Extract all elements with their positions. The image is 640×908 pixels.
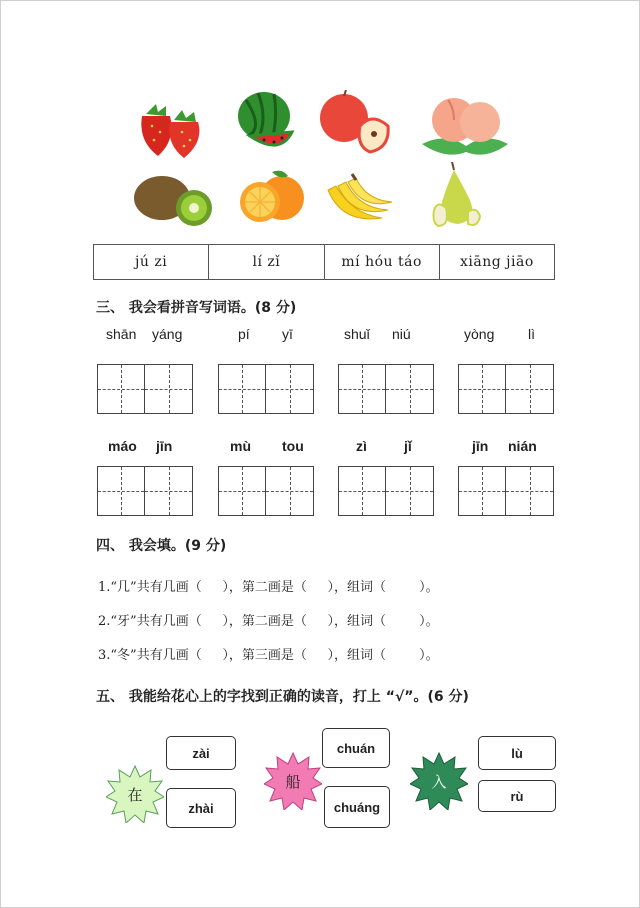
- pinyin-cell: lí zǐ: [209, 245, 324, 279]
- writing-grid[interactable]: [338, 466, 434, 516]
- pinyin-label: shān: [106, 326, 137, 342]
- pinyin-label: jīn: [156, 438, 173, 454]
- pinyin-label: yáng: [152, 326, 183, 342]
- writing-grid[interactable]: [458, 466, 554, 516]
- pinyin-cell: mí hóu táo: [325, 245, 440, 279]
- reading-option[interactable]: chuán: [322, 728, 390, 768]
- flower-char: 入: [431, 772, 447, 791]
- pinyin-label: zì: [356, 438, 367, 454]
- strawberry-icon: [132, 96, 210, 160]
- flower-badge: [264, 752, 322, 810]
- writing-grid[interactable]: [97, 466, 193, 516]
- pinyin-label: shuǐ: [344, 326, 370, 342]
- pinyin-cell: xiāng jiāo: [460, 254, 534, 270]
- pinyin-label: yī: [282, 326, 293, 342]
- peach-icon: [416, 86, 512, 160]
- reading-option[interactable]: chuáng: [324, 786, 390, 828]
- section3-title: 三、 我会看拼音写词语。(8 分): [96, 300, 297, 316]
- reading-option[interactable]: zài: [166, 736, 236, 770]
- reading-option[interactable]: lù: [478, 736, 556, 770]
- flower-badge: [106, 765, 164, 823]
- section4-title: 四、 我会填。(9 分): [96, 538, 227, 554]
- pinyin-cell: jú zi: [94, 245, 209, 279]
- pinyin-label: pí: [238, 326, 250, 342]
- banana-icon: [322, 168, 394, 228]
- pinyin-label: jǐ: [404, 438, 412, 454]
- pinyin-label: mù: [230, 438, 251, 454]
- writing-grid[interactable]: [218, 466, 314, 516]
- flower-badge: [410, 752, 468, 810]
- fill-question[interactable]: 3.“冬”共有几画（ ），第三画是（ ），组词（ ）。: [98, 648, 439, 663]
- reading-option[interactable]: zhài: [166, 788, 236, 828]
- writing-grid[interactable]: [97, 364, 193, 414]
- writing-grid[interactable]: [458, 364, 554, 414]
- reading-option[interactable]: rù: [478, 780, 556, 812]
- writing-grid[interactable]: [338, 364, 434, 414]
- pinyin-label: niú: [392, 326, 411, 342]
- flower-char: 在: [127, 785, 143, 804]
- writing-grid[interactable]: [218, 364, 314, 414]
- kiwi-icon: [132, 172, 216, 228]
- pinyin-label: yòng: [464, 326, 495, 342]
- orange-icon: [232, 166, 308, 228]
- pinyin-label: lì: [528, 326, 535, 342]
- pinyin-label: nián: [508, 438, 537, 454]
- fill-question[interactable]: 2.“牙”共有几画（ ），第二画是（ ），组词（ ）。: [98, 614, 439, 629]
- section5-title: 五、 我能给花心上的字找到正确的读音，打上 “√”。(6 分): [96, 689, 469, 705]
- fill-question[interactable]: 1.“几”共有几画（ ），第二画是（ ），组词（ ）。: [98, 580, 439, 595]
- pinyin-label: jīn: [472, 438, 489, 454]
- pear-icon: [428, 162, 484, 230]
- pinyin-table: [93, 244, 555, 280]
- apple-icon: [318, 90, 394, 154]
- pinyin-label: tou: [282, 438, 304, 454]
- pinyin-label: máo: [108, 438, 137, 454]
- flower-char: 船: [285, 772, 301, 791]
- watermelon-icon: [234, 88, 298, 158]
